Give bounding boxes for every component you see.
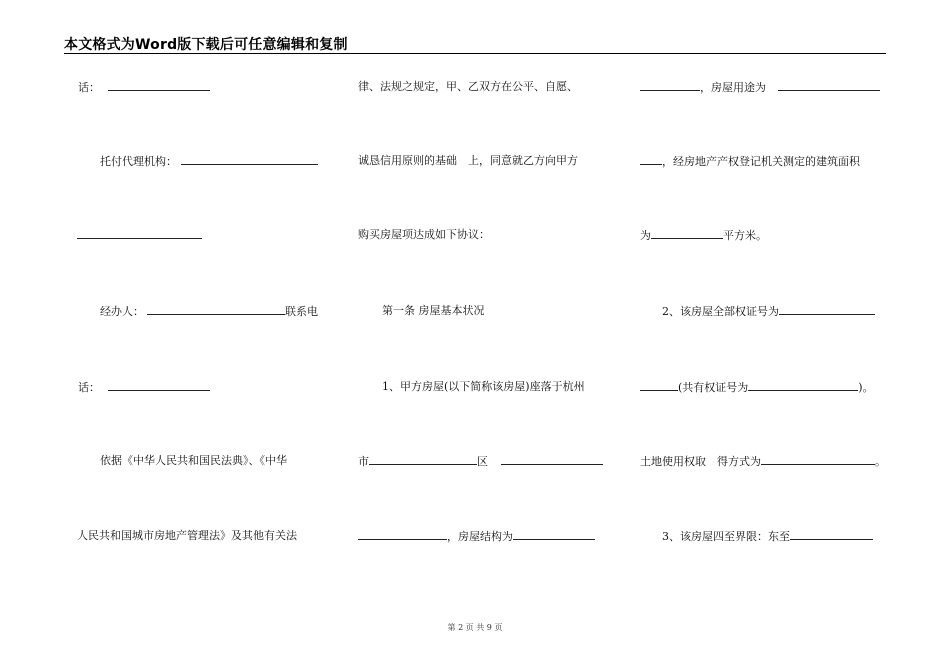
agreement-intro: 购买房屋项达成如下协议： xyxy=(358,228,490,241)
joint-cert-blank xyxy=(748,380,858,391)
legal-basis-1: 依据《中华人民共和国民法典》、《中华 xyxy=(100,454,287,467)
label-area-is: 为 xyxy=(640,229,651,242)
mid-line-3 xyxy=(358,228,490,242)
structure-blank-cont xyxy=(640,80,700,91)
left-line-2 xyxy=(100,154,318,169)
label-structure: ，房屋结构为 xyxy=(447,530,513,543)
cert-blank xyxy=(779,304,875,315)
city-blank xyxy=(369,454,477,465)
label-usage: ，房屋用途为 xyxy=(700,81,766,94)
label-cert: 2、该房屋全部权证号为 xyxy=(662,305,779,318)
legal-basis-3: 律、法规之规定，甲、乙双方在公平、自愿、 xyxy=(358,80,578,93)
handler-blank xyxy=(147,304,285,315)
legal-basis-4: 诚恳信用原则的基础 上，同意就乙方向甲方 xyxy=(358,154,578,167)
usage-blank-cont xyxy=(640,154,662,165)
label-period: 。 xyxy=(875,455,886,468)
cert-blank-cont xyxy=(640,380,678,391)
mid-line-5 xyxy=(382,380,585,394)
east-blank xyxy=(790,529,873,540)
agency-blank xyxy=(181,154,318,165)
left-line-7 xyxy=(77,529,297,543)
label-close-paren: )。 xyxy=(858,381,874,394)
label-contact: 联系电 xyxy=(285,305,318,318)
label-joint-cert: (共有权证号为 xyxy=(678,381,749,394)
mid-line-1 xyxy=(358,80,578,94)
left-line-4 xyxy=(100,304,318,319)
mid-line-6 xyxy=(358,454,603,469)
label-sqm: 平方米。 xyxy=(723,229,767,242)
structure-blank xyxy=(513,529,595,540)
document-header: 本文格式为Word版下载后可任意编辑和复制 xyxy=(64,37,348,53)
left-line-1 xyxy=(78,80,210,95)
right-line-1 xyxy=(640,80,880,95)
right-line-5 xyxy=(640,380,874,395)
label-agency: 托付代理机构： xyxy=(100,155,177,168)
right-line-4 xyxy=(662,304,875,319)
legal-basis-2: 人民共和国城市房地产管理法》及其他有关法 xyxy=(77,529,297,542)
label-land-use: 土地使用权取 得方式为 xyxy=(640,455,761,468)
article-1-heading: 第一条 房屋基本状况 xyxy=(382,304,485,317)
right-line-2 xyxy=(640,154,860,169)
area-blank xyxy=(651,228,723,239)
label-boundary-east: 3、该房屋四至界限：东至 xyxy=(662,530,790,543)
district-blank xyxy=(501,454,603,465)
left-line-5 xyxy=(78,380,210,395)
label-handler: 经办人： xyxy=(100,305,144,318)
right-line-7 xyxy=(662,529,873,544)
left-line-6 xyxy=(100,454,287,468)
page-number: 第 2 页 共 9 页 xyxy=(447,623,503,632)
usage-blank xyxy=(778,80,880,91)
label-city: 市 xyxy=(358,455,369,468)
left-line-3 xyxy=(77,228,202,243)
phone-blank-2 xyxy=(108,380,210,391)
right-line-6 xyxy=(640,454,886,469)
mid-line-4 xyxy=(382,304,485,318)
header-divider xyxy=(64,53,886,54)
mid-line-2 xyxy=(358,154,578,168)
mid-line-7 xyxy=(358,529,595,544)
address-blank xyxy=(358,529,447,540)
label-phone-2: 话： xyxy=(78,381,100,394)
label-district: 区 xyxy=(477,455,488,468)
phone-blank xyxy=(108,80,210,91)
agency-blank-cont xyxy=(77,228,202,239)
right-line-3 xyxy=(640,228,767,243)
label-phone: 话： xyxy=(78,81,100,94)
label-area: ，经房地产产权登记机关测定的建筑面积 xyxy=(662,155,860,168)
land-use-blank xyxy=(761,454,875,465)
property-location: 1、甲方房屋(以下简称该房屋)座落于杭州 xyxy=(382,380,585,393)
